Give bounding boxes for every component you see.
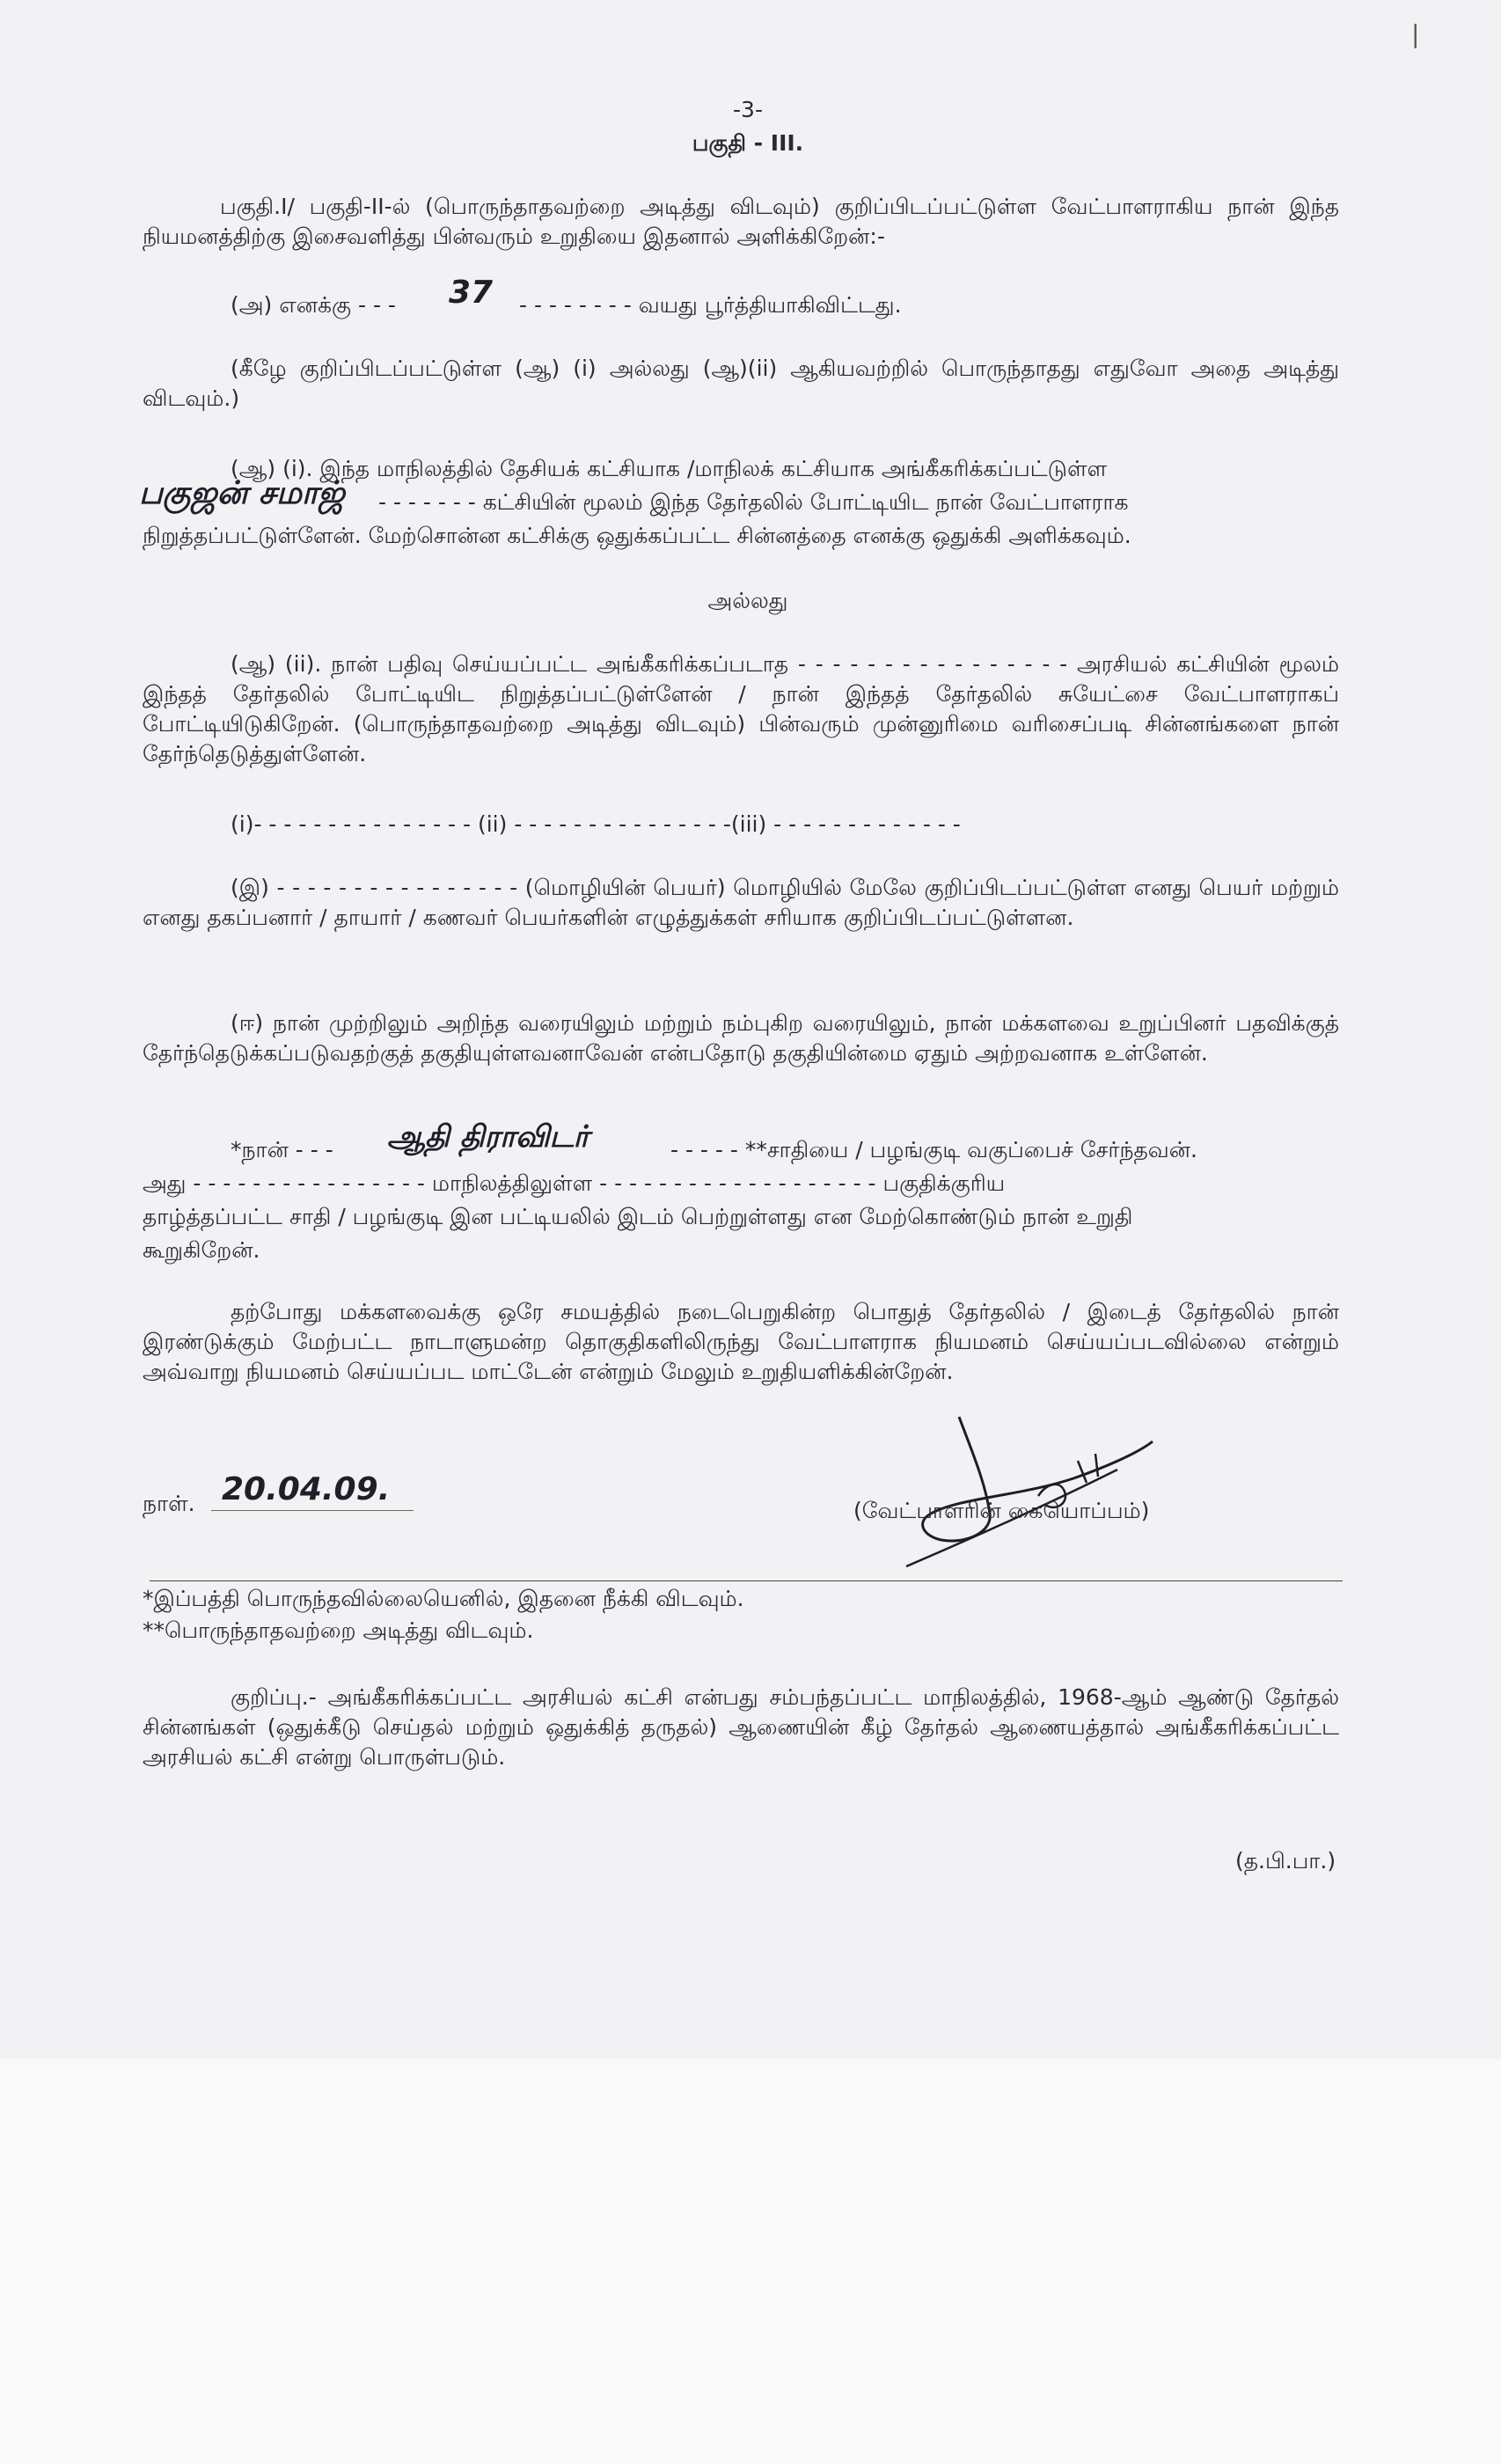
caste-line3: தாழ்த்தப்பட்ட சாதி / பழங்குடி இன பட்டியலில் இடம் பெற்றுள்ளது என மேற்கொண்டும் நான் உறுதி	[143, 1204, 1133, 1229]
unrecognised-paragraph: (ஆ) (ii). நான் பதிவு செய்யப்பட்ட அங்கீகரிக்கப்படாத - - - - - - - - - - - - - - - - அரசியல் கட்சியின் மூலம் இந்தத் தேர்தலில் போட்டியிட நிறுத்தப்பட்டுள்ளேன் / நான் இந்தத் தேர்தலில் சுயேட்சை வேட்பாளராகப் போட்டியிடுகிறேன். (பொருந்தாதவற்றை அடித்து விடவும்) பின்வரும் முன்னுரிமை வரிசைப்படி சின்னங்களை நான் தேர்ந்தெடுத்துள்ளேன்.	[143, 651, 1339, 766]
name-paragraph: (இ) - - - - - - - - - - - - - - - - (மொழியின் பெயர்) மொழியில் மேலே குறிப்பிடப்பட்டுள்ள எனது பெயர் மற்றும் எனது தகப்பனார் / தாயார் / கணவர் பெயர்களின் எழுத்துக்கள் சரியாக குறிப்பிடப்பட்டுள்ளன.	[143, 875, 1339, 930]
blank-area	[0, 2059, 1501, 2464]
corner-mark: |	[1411, 19, 1420, 48]
qualification-paragraph: (ஈ) நான் முற்றிலும் அறிந்த வரையிலும் மற்றும் நம்புகிற வரையிலும், நான் மக்களவை உறுப்பினர் பதவிக்குத் தேர்ந்தெடுக்கப்படுவதற்குத் தகுதியுள்ளவனாவேன் என்பதோடு தகுதியின்மை ஏதும் அற்றவனாக உள்ளேன்.	[143, 1010, 1339, 1066]
or-label: அல்லது	[707, 588, 788, 613]
party-line1: (ஆ) (i). இந்த மாநிலத்தில் தேசியக் கட்சியாக /மாநிலக் கட்சியாக அங்கீகரிக்கப்பட்டுள்ள	[231, 456, 1108, 481]
party-name: பகுஜன் சமாஜ்	[139, 475, 345, 511]
party-line3: நிறுத்தப்பட்டுள்ளேன். மேற்சொன்ன கட்சிக்கு ஒதுக்கப்பட்ட சின்னத்தை எனக்கு ஒதுக்கி அளிக்கவும்.	[143, 523, 1131, 548]
age-prefix: (அ) எனக்கு - - -	[231, 292, 396, 318]
strike-note: (கீழே குறிப்பிடப்பட்டுள்ள (ஆ) (i) அல்லது (ஆ)(ii) ஆகியவற்றில் பொருந்தாதது எதுவோ அதை அடித்து விடவும்.)	[143, 356, 1339, 411]
date-value: 20.04.09.	[222, 1471, 391, 1507]
signature-icon	[889, 1399, 1188, 1575]
caste-prefix: *நான் - - -	[231, 1137, 333, 1162]
constituency-paragraph: தற்போது மக்களவைக்கு ஒரே சமயத்தில் நடைபெறுகின்ற பொதுத் தேர்தலில் / இடைத் தேர்தலில் நான் இரண்டுக்கும் மேற்பட்ட நாடாளுமன்ற தொகுதிகளிலிருந்து வேட்பாளராக நியமனம் செய்யப்படவில்லை என்றும் அவ்வாறு நியமனம் செய்யப்பட மாட்டேன் என்றும் மேலும் உறுதியளிக்கின்றேன்.	[143, 1299, 1339, 1384]
date-label: நாள்.	[143, 1491, 195, 1516]
age-suffix: - - - - - - - - வயது பூர்த்தியாகிவிட்டது.	[519, 292, 902, 318]
footnote-1: *இப்பத்தி பொருந்தவில்லையெனில், இதனை நீக்கி விடவும்.	[143, 1586, 744, 1611]
caste-suffix: - - - - - **சாதியை / பழங்குடி வகுப்பைச் சேர்ந்தவன்.	[670, 1137, 1197, 1162]
footnote-2: **பொருந்தாதவற்றை அடித்து விடவும்.	[143, 1617, 534, 1643]
signature-label: (வேட்பாளரின் கையொப்பம்)	[853, 1498, 1150, 1523]
note-paragraph: குறிப்பு.- அங்கீகரிக்கப்பட்ட அரசியல் கட்சி என்பது சம்பந்தப்பட்ட மாநிலத்தில், 1968-ஆம் ஆண்டு தேர்தல் சின்னங்கள் (ஒதுக்கீடு செய்தல் மற்றும் ஒதுக்கித் தருதல்) ஆணையின் கீழ் தேர்தல் ஆணையத்தால் அங்கீகரிக்கப்பட்ட அரசியல் கட்சி என்று பொருள்படும்.	[143, 1684, 1339, 1770]
caste-value: ஆதி திராவிடர்	[387, 1119, 589, 1155]
page-number: -3-	[733, 97, 763, 122]
date-underline	[211, 1510, 414, 1511]
caste-line4: கூறுகிறேன்.	[143, 1237, 260, 1263]
age-value: 37	[449, 275, 494, 311]
part-title: பகுதி - III.	[692, 130, 804, 156]
page-end-mark: (த.பி.பா.)	[1235, 1848, 1336, 1874]
caste-line2: அது - - - - - - - - - - - - - - - - மாநிலத்திலுள்ள - - - - - - - - - - - - - - - - - - - பகுதிக்குரிய	[143, 1170, 1006, 1196]
intro-paragraph: பகுதி.I/ பகுதி-II-ல் (பொருந்தாதவற்றை அடித்து விடவும்) குறிப்பிடப்பட்டுள்ள வேட்பாளராகிய நான் இந்த நியமனத்திற்கு இசைவளித்து பின்வரும் உறுதியை இதனால் அளிக்கிறேன்:-	[143, 194, 1339, 249]
symbols-line: (i)- - - - - - - - - - - - - - - (ii) - - - - - - - - - - - - - - -(iii) - - - - - - - - - - - - -	[231, 811, 961, 837]
party-line2: - - - - - - - கட்சியின் மூலம் இந்த தேர்தலில் போட்டியிட நான் வேட்பாளராக	[378, 489, 1129, 515]
footnote-divider	[150, 1580, 1343, 1581]
